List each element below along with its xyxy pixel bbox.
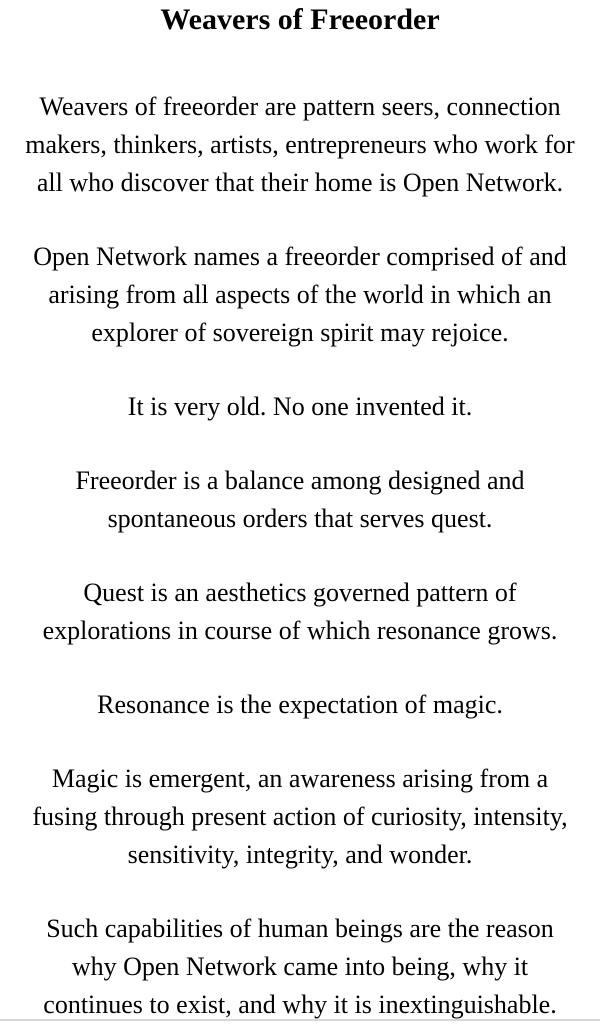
paragraph-capabilities: Such capabilities of human beings are the reason why Open Network came into being, why it continues to exist, and why it is inextinguishable. [43, 914, 557, 1019]
paragraph-very-old: It is very old. No one invented it. [127, 392, 473, 421]
paragraph-quest: Quest is an aesthetics governed pattern of explorations in course of which resonance grows. [42, 578, 558, 645]
document-title: Weavers of Freeorder [160, 3, 440, 36]
paragraph-resonance: Resonance is the expectation of magic. [97, 690, 503, 719]
paragraph-weavers: Weavers of freeorder are pattern seers, connection makers, thinkers, artists, entrepreneurs who work for all who discover that their home is Open Network. [25, 92, 575, 197]
paragraph-freeorder: Freeorder is a balance among designed and spontaneous orders that serves quest. [75, 466, 525, 533]
paragraph-open-network: Open Network names a freeorder comprised of and arising from all aspects of the world in which an explorer of sovereign spirit may rejoice. [33, 242, 567, 347]
paragraph-magic: Magic is emergent, an awareness arising from a fusing through present action of curiosity, intensity, sensitivity, integrity, and wonder. [32, 764, 568, 869]
